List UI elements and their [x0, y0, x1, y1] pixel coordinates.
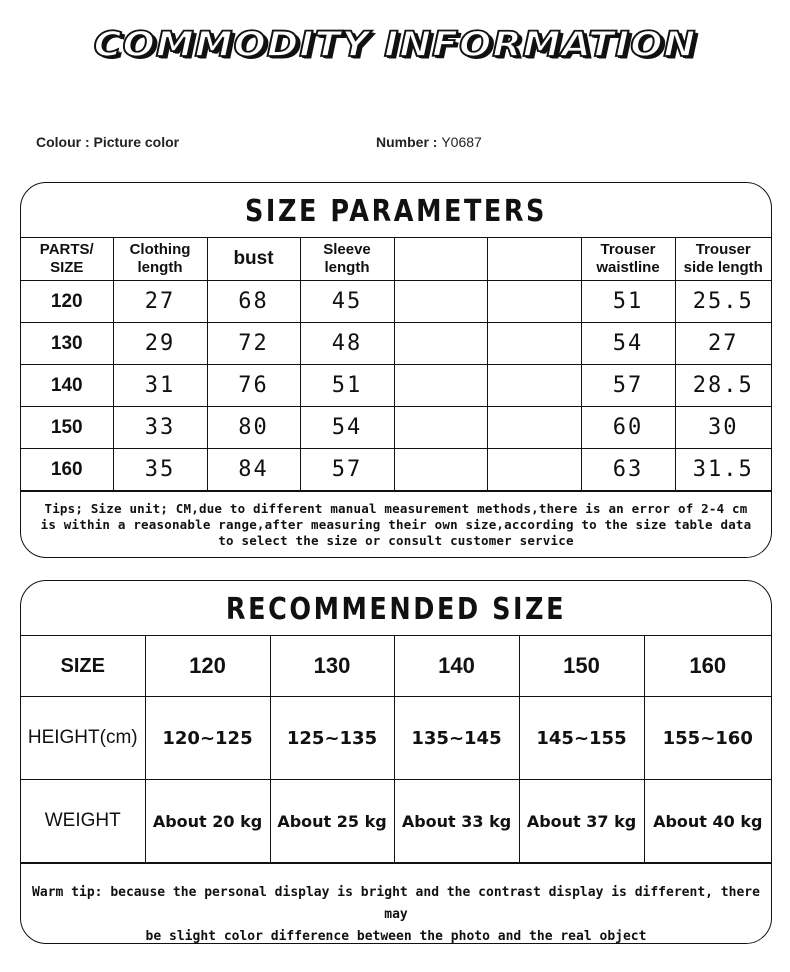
size-row-label: 150 [21, 407, 113, 449]
warm-tip [21, 863, 771, 944]
weight-label: WEIGHT [21, 780, 145, 863]
header-bust: bust [207, 238, 300, 281]
size-cell [394, 365, 487, 407]
header-empty-1 [394, 238, 487, 281]
size-cell: 80 [207, 407, 300, 449]
size-cell: 27 [113, 281, 207, 323]
size-row-label: 140 [21, 365, 113, 407]
recommended-size-title: RECOMMENDED SIZE [225, 592, 567, 627]
header-size-130: 130 [270, 636, 394, 697]
size-cell: 57 [581, 365, 675, 407]
size-cell: 76 [207, 365, 300, 407]
size-cell: 84 [207, 449, 300, 491]
height-value: 155~160 [644, 697, 771, 780]
height-value: 120~125 [145, 697, 270, 780]
header-clothing-length: Clothing length [113, 238, 207, 281]
header-size-120: 120 [145, 636, 270, 697]
warm-tip-line: be slight color difference between the photo and the real object [145, 929, 647, 944]
header-size: SIZE [21, 636, 145, 697]
header-trouser-side-length: Trouser side length [675, 238, 771, 281]
weight-value: About 20 kg [145, 780, 270, 863]
header-empty-2 [487, 238, 581, 281]
colour-info [36, 134, 179, 150]
weight-row [21, 780, 771, 863]
size-cell [394, 281, 487, 323]
size-row-label: 130 [21, 323, 113, 365]
size-cell [487, 449, 581, 491]
height-label: HEIGHT(cm) [21, 697, 145, 780]
size-row [21, 281, 771, 323]
header-parts-size: PARTS/ SIZE [21, 238, 113, 281]
size-parameters-title: SIZE PARAMETERS [245, 194, 547, 229]
size-cell: 51 [300, 365, 394, 407]
size-cell [394, 407, 487, 449]
size-row [21, 365, 771, 407]
size-row-label: 160 [21, 449, 113, 491]
number-value: Y0687 [441, 134, 482, 150]
size-parameters-table [21, 237, 771, 491]
size-cell [394, 323, 487, 365]
number-label: Number : [376, 134, 438, 150]
tips-line: to select the size or consult customer service [218, 533, 574, 548]
recommended-header-row [21, 636, 771, 697]
size-cell: 30 [675, 407, 771, 449]
weight-value: About 37 kg [519, 780, 644, 863]
size-cell: 51 [581, 281, 675, 323]
header-trouser-waistline: Trouser waistline [581, 238, 675, 281]
size-cell: 54 [300, 407, 394, 449]
height-row [21, 697, 771, 780]
size-parameters-panel [20, 182, 772, 558]
header-size-140: 140 [394, 636, 519, 697]
page-title: COMMODITY INFORMATION [93, 23, 697, 65]
size-cell: 57 [300, 449, 394, 491]
size-cell: 35 [113, 449, 207, 491]
tips-line: is within a reasonable range,after measuring their own size,according to the size table data [40, 517, 752, 532]
height-value: 125~135 [270, 697, 394, 780]
size-cell: 63 [581, 449, 675, 491]
weight-value: About 33 kg [394, 780, 519, 863]
colour-value: Picture color [93, 134, 180, 150]
size-cell [394, 449, 487, 491]
tips-line: Tips; Size unit; CM,due to different manual measurement methods,there is an error of 2-4 cm [44, 501, 748, 516]
colour-label: Colour : [36, 134, 90, 150]
size-cell: 48 [300, 323, 394, 365]
size-cell [487, 323, 581, 365]
size-cell: 31.5 [675, 449, 771, 491]
weight-value: About 40 kg [644, 780, 771, 863]
size-cell: 60 [581, 407, 675, 449]
recommended-size-table [21, 635, 771, 863]
size-cell: 45 [300, 281, 394, 323]
size-cell: 27 [675, 323, 771, 365]
size-cell: 54 [581, 323, 675, 365]
size-cell: 29 [113, 323, 207, 365]
size-cell [487, 365, 581, 407]
header-size-160: 160 [644, 636, 771, 697]
size-cell: 68 [207, 281, 300, 323]
size-cell: 33 [113, 407, 207, 449]
size-row-label: 120 [21, 281, 113, 323]
size-header-row [21, 238, 771, 281]
size-cell: 25.5 [675, 281, 771, 323]
size-cell: 72 [207, 323, 300, 365]
weight-value: About 25 kg [270, 780, 394, 863]
size-tips [21, 491, 771, 553]
size-cell [487, 407, 581, 449]
size-row [21, 323, 771, 365]
size-row [21, 407, 771, 449]
number-info [376, 134, 482, 150]
recommended-size-panel [20, 580, 772, 944]
height-value: 145~155 [519, 697, 644, 780]
header-sleeve-length: Sleeve length [300, 238, 394, 281]
height-value: 135~145 [394, 697, 519, 780]
size-row [21, 449, 771, 491]
size-cell [487, 281, 581, 323]
warm-tip-line: Warm tip: because the personal display is bright and the contrast display is different, there may [32, 885, 760, 922]
header-size-150: 150 [519, 636, 644, 697]
size-cell: 28.5 [675, 365, 771, 407]
size-cell: 31 [113, 365, 207, 407]
